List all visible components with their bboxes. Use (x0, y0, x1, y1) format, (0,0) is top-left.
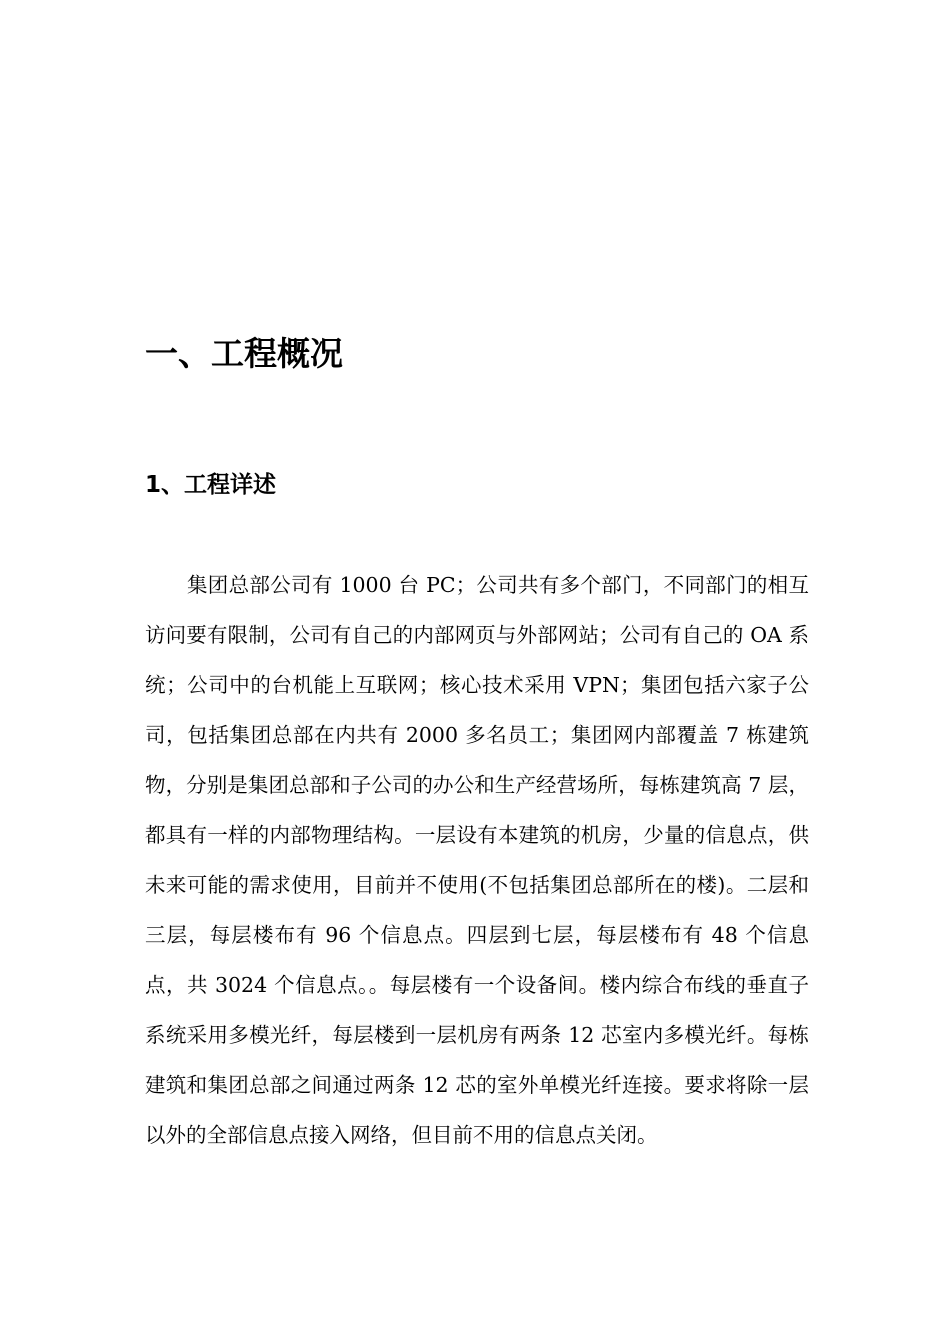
body-paragraph: 集团总部公司有 1000 台 PC；公司共有多个部门，不同部门的相互访问要有限制，公司有自己的内部网页与外部网站；公司有自己的 OA 系统；公司中的台机能上互联网；核心技术采用 VPN；集团包括六家子公司，包括集团总部在内共有 2000 多名员工；集团网内部覆盖 7 栋建筑物，分别是集团总部和子公司的办公和生产经营场所，每栋建筑高 7 层，都具有一样的内部物理结构。一层设有本建筑的机房，少量的信息点，供未来可能的需求使用，目前并不使用(不包括集团总部所在的楼)。二层和三层，每层楼布有 96 个信息点。四层到七层，每层楼布有 48 个信息点，共 3024 个信息点。。每层楼有一个设备间。楼内综合布线的垂直子系统采用多模光纤，每层楼到一层机房有两条 12 芯室内多模光纤。每栋建筑和集团总部之间通过两条 12 芯的室外单模光纤连接。要求将除一层以外的全部信息点接入网络，但目前不用的信息点关闭。 (145, 573, 809, 1147)
chapter-title: 一、工程概况 (145, 334, 343, 373)
section-title: 1、工程详述 (145, 472, 277, 498)
